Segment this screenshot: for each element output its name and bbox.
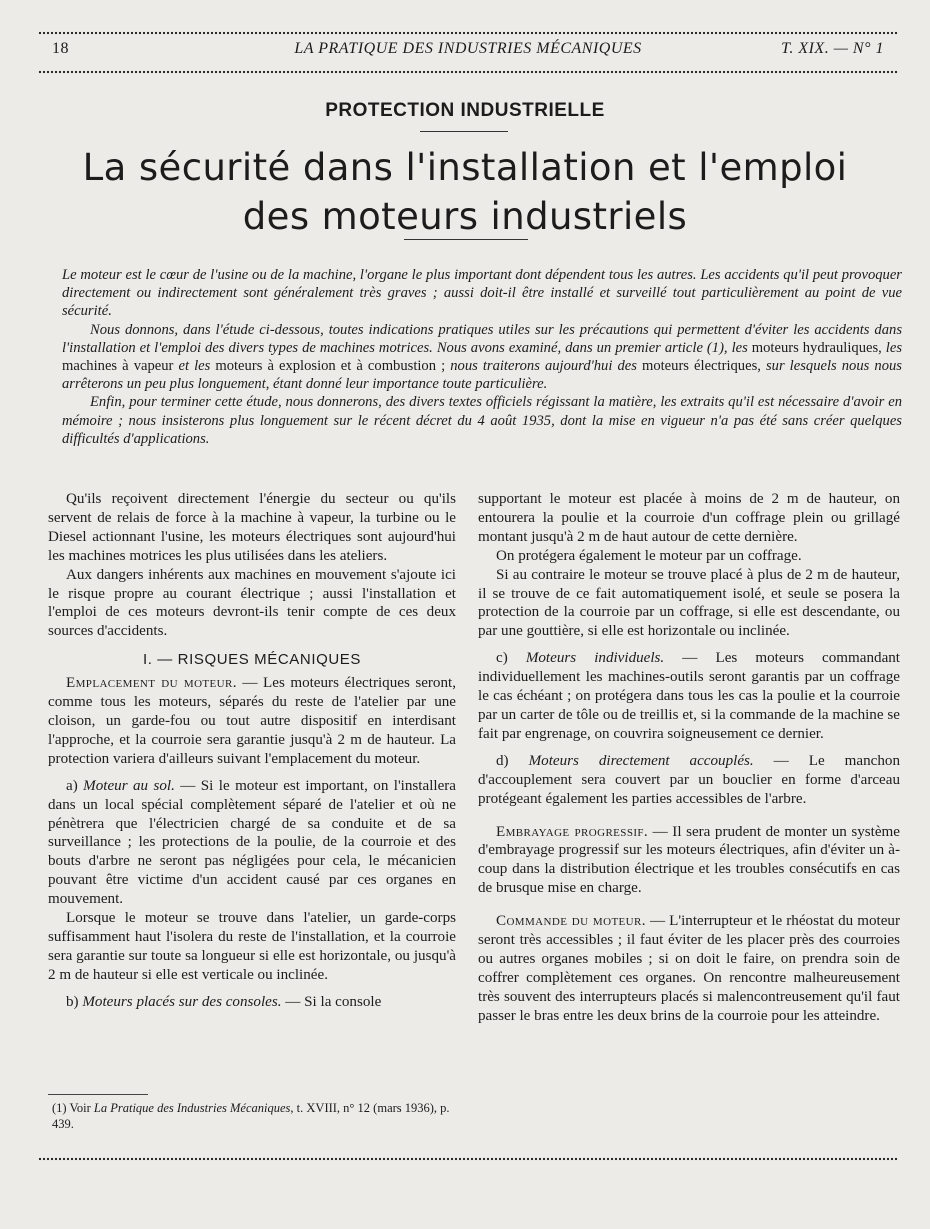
- intro-p2-part: et les: [178, 358, 211, 375]
- body-paragraph: [48, 674, 456, 769]
- body-paragraph: Si au contraire le moteur se trouve placé à plus de 2 m de hauteur, il se trouve de ce fait automatiquement isolé, et seule se posera la protection de la courroie par un coffrage, si elle est descendante, ou par une gouttière, si elle est horizontale ou inclinée.: [478, 566, 900, 640]
- paragraph-text: — Il sera prudent de monter un système d'embrayage progressif sur les moteurs électriques, afin d'éviter un à-coup dans la distribution électrique et les troubles consécutifs en cas de brusque mise en charge.: [478, 823, 900, 897]
- intro-p2-part: sur lesquels nous nous arrêterons un peu plus longuement, étant donné leur importance toute particulière.: [62, 358, 902, 393]
- body-paragraph: [478, 752, 900, 809]
- page-number: 18: [52, 40, 69, 57]
- footnote-citation: La Pratique des Industries Mécaniques: [93, 1101, 291, 1115]
- body-paragraph: Aux dangers inhérents aux machines en mouvement s'ajoute ici le risque propre au courant électrique ; aussi l'installation et l'emploi de ces moteurs devront-ils tenir compte de ces deux sources d'accidents.: [48, 566, 456, 640]
- article-title-line-1: La sécurité dans l'installation et l'emploi: [82, 146, 848, 189]
- volume-issue: T. XIX. — N° 1: [781, 40, 884, 57]
- section-heading-underline: [420, 131, 508, 132]
- footnote-rule: [48, 1094, 148, 1095]
- intro-p2-part: les: [731, 339, 748, 356]
- paragraph-text: — Si le moteur est important, on l'installera dans un local spécial complètement séparé de l'atelier et où ne pénètrera que l'électricien chargé de sa conduite et de sa surveillance ; les protections de la poulie, de la courroie et des bouts d'arbre ne seront pas négligées pour cela, le mécanicien pouvant être victime d'un accident causé par ces organes en mouvement.: [48, 777, 457, 908]
- intro-paragraph-1: Le moteur est le cœur de l'usine ou de la machine, l'organe le plus important dont dépendent tous les autres. Les accidents qu'il peut provoquer directement ou indirectement sont généralement très graves ; aussi doit-il être installé et surveillé tout particulièrement au point de vue sécurité.: [62, 267, 902, 320]
- paragraph-lead: Emplacement du moteur.: [66, 675, 237, 692]
- paragraph-text: — Si la console: [281, 993, 382, 1010]
- intro-p2-part: moteurs électriques,: [636, 358, 766, 375]
- journal-title: LA PRATIQUE DES INDUSTRIES MÉCANIQUES: [294, 40, 642, 57]
- paragraph-lead: Commande du moteur.: [496, 913, 646, 930]
- body-paragraph: [48, 777, 456, 909]
- intro-p2-part: moteurs à explosion et à combustion ;: [210, 358, 451, 375]
- footnote: [52, 1100, 456, 1132]
- body-paragraph: [478, 649, 900, 744]
- running-header: [52, 40, 884, 64]
- body-paragraph: Lorsque le moteur se trouve dans l'atelier, un garde-corps suffisamment haut l'isolera du reste de l'installation, et la courroie sera garantie sur toute sa longueur si elle est horizontale, ou jusqu'à 2 m de hauteur si elle est verticale ou inclinée.: [48, 910, 456, 983]
- body-paragraph: supportant le moteur est placée à moins de 2 m de hauteur, on entourera la poulie et la courroie d'un coffrage plein ou grillagé montant jusqu'à 2 m de haut autour de cette dernière.: [478, 491, 900, 545]
- body-paragraph: Qu'ils reçoivent directement l'énergie du secteur ou qu'ils servent de relais de force à la machine à vapeur, la turbine ou le Diesel actionnant l'usine, les moteurs électriques sont aujourd'hui les machines motrices les plus utilisées dans les ateliers.: [48, 491, 456, 564]
- body-paragraph: On protégera également le moteur par un coffrage.: [496, 547, 802, 564]
- footnote-text: (1) Voir: [52, 1101, 94, 1115]
- paragraph-lead: c): [496, 650, 526, 667]
- article-title: [0, 143, 930, 241]
- intro-p2-part: les: [885, 339, 902, 356]
- title-underline: [404, 239, 528, 240]
- paragraph-lead: a): [66, 777, 84, 794]
- article-introduction: [62, 266, 902, 448]
- body-paragraph: [48, 993, 456, 1012]
- left-column: [48, 490, 456, 1012]
- footnote-text: , t. XVIII, n° 12 (mars 1936), p. 439.: [52, 1101, 450, 1131]
- intro-p2-part: moteurs hydrauliques,: [747, 339, 886, 356]
- paragraph-text: — Le manchon d'accouplement sera couvert par un bouclier en forme d'arceau protégeant également les parties accessibles de l'arbre.: [478, 752, 900, 807]
- intro-p2-part: nous traiterons aujourd'hui des: [450, 358, 637, 375]
- paragraph-lead: Moteurs placés sur des consoles.: [82, 993, 282, 1010]
- body-paragraph: [478, 823, 900, 899]
- paragraph-lead: b): [66, 993, 83, 1010]
- header-top-rule: [38, 31, 898, 35]
- paragraph-text: — Les moteurs commandant individuellement les machines-outils seront garantis par un coffrage le cas échéant ; on protégera dans tous les cas la poulie et la courroie par un carter de tôle ou de treillis et, si la commande de la machine se fait par engrenage, on couvrira soigneusement ce dernier.: [478, 650, 901, 742]
- paragraph-lead: Moteurs directement accouplés.: [528, 752, 754, 769]
- intro-paragraph-2: [62, 321, 902, 394]
- paragraph-lead: Moteur au sol.: [83, 777, 175, 794]
- intro-p2-part: Nous donnons, dans l'étude ci-dessous, toutes indications pratiques utiles sur les précautions qui permettent d'éviter les accidents dans l'installation et l'emploi des divers types de machines motrices. Nous avons examiné, dans un premier article (1),: [62, 321, 902, 356]
- page-bottom-rule: [38, 1157, 898, 1161]
- right-column: [478, 490, 900, 1026]
- paragraph-text: — Les moteurs électriques seront, comme tous les moteurs, séparés du reste de l'atelier par une cloison, un garde-fou ou tout autre dispositif en interdisant l'approche, et la courroie sera garantie jusqu'à 2 m de hauteur. La protection variera d'ailleurs suivant l'emplacement du moteur.: [48, 675, 456, 767]
- body-paragraph: [478, 912, 900, 1025]
- intro-paragraph-3: Enfin, pour terminer cette étude, nous donnerons, des divers textes officiels régissant la matière, les extraits qu'il est nécessaire d'avoir en mémoire ; nous insisterons plus longuement sur le récent décret du 4 août 1935, dont la mise en vigueur n'a pas été sans créer quelques difficultés d'applications.: [62, 394, 902, 447]
- article-title-line-2: des moteurs industriels: [242, 195, 688, 238]
- paragraph-lead: Embrayage progressif.: [496, 823, 649, 840]
- intro-p2-part: machines à vapeur: [62, 358, 179, 375]
- paragraph-lead: d): [496, 752, 529, 769]
- subsection-heading: I. — RISQUES MÉCANIQUES: [143, 651, 361, 669]
- paragraph-text: — L'interrupteur et le rhéostat du moteur seront très accessibles ; il faut éviter de les placer près des courroies ou autres organes mobiles ; si on doit le faire, on prendra soin de coffrer complètement ces organes. On rencontre malheureusement très souvent des interrupteurs placés si malencontreusement qu'il faut passer le bras entre les deux brins de la courroie pour les atteindre.: [478, 913, 900, 1024]
- paragraph-lead: Moteurs individuels.: [525, 650, 665, 667]
- section-heading: PROTECTION INDUSTRIELLE: [325, 100, 605, 121]
- header-bottom-rule: [38, 70, 898, 74]
